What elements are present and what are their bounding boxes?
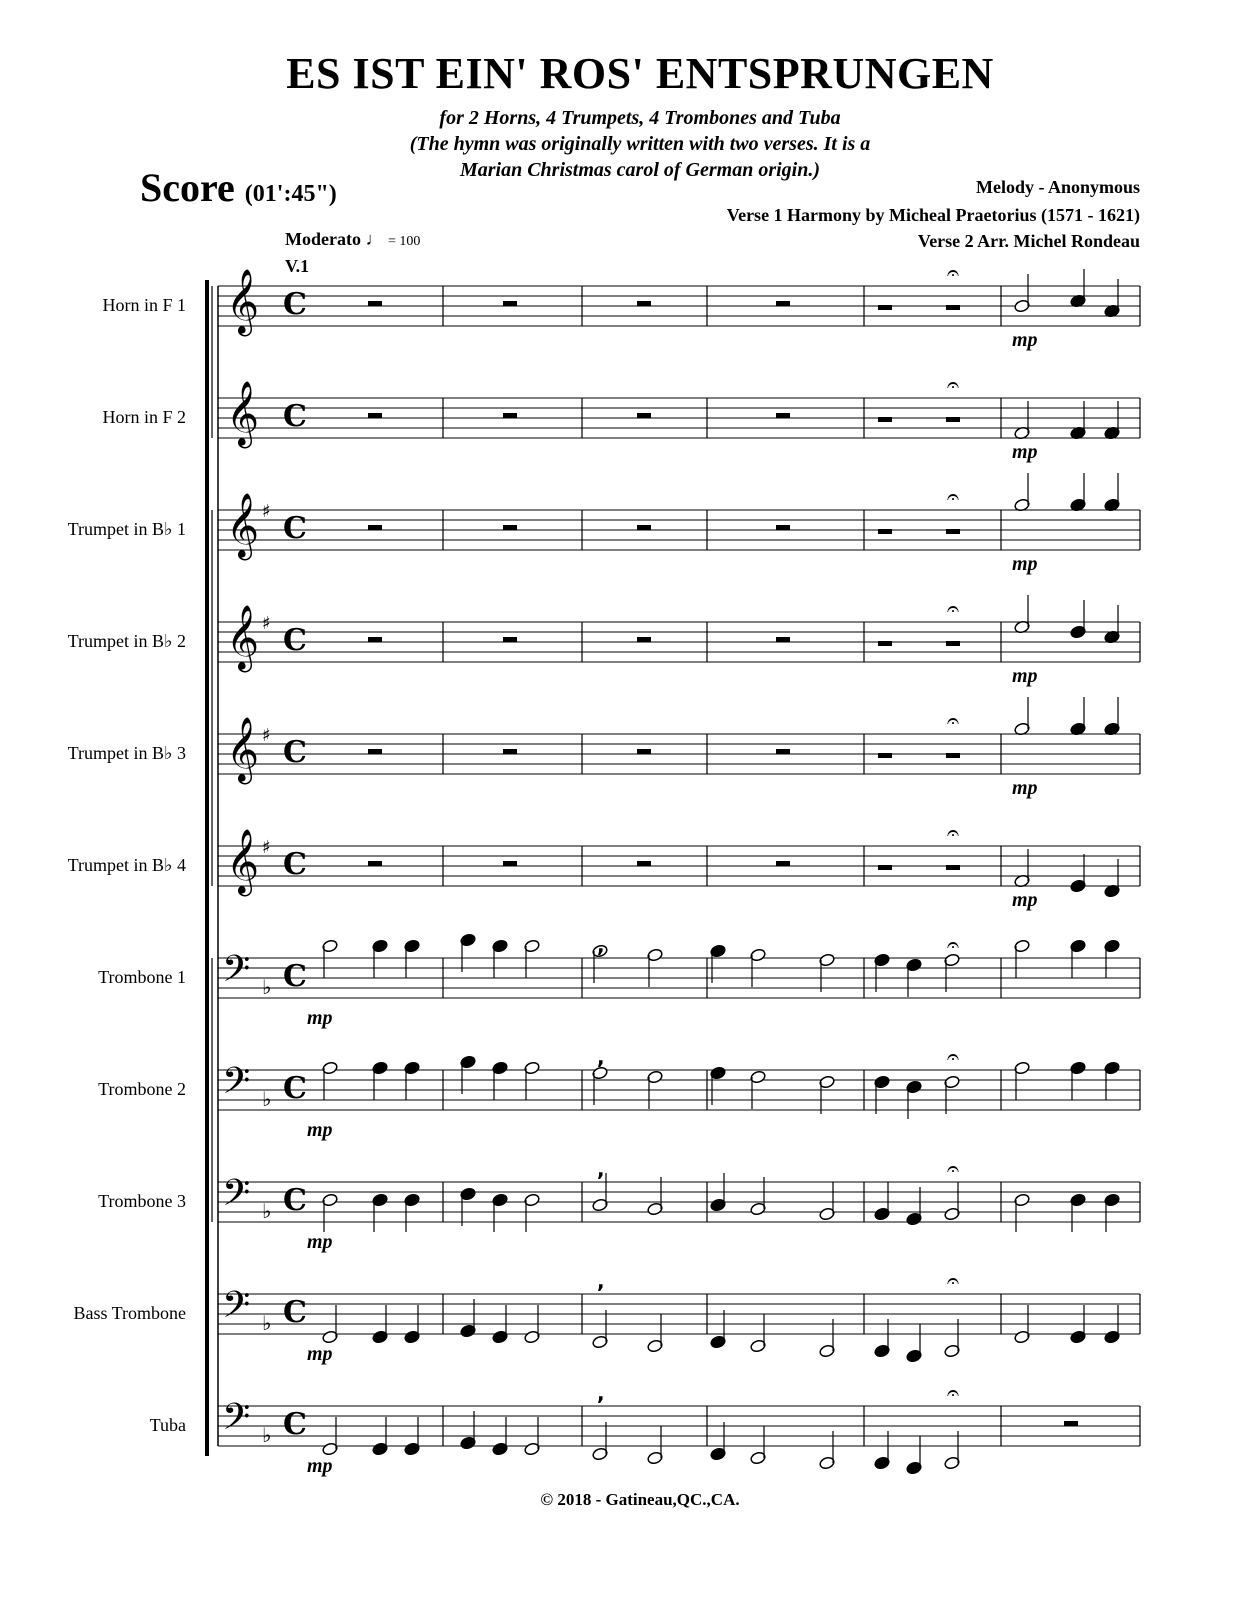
whole-rest: [368, 525, 382, 530]
breath-mark-icon: ,: [597, 1045, 605, 1069]
treble-clef-icon: 𝄞: [226, 829, 260, 894]
bass-clef-icon: 𝄢: [222, 1284, 251, 1335]
breath-mark-icon: ,: [597, 1269, 605, 1293]
bass-clef-icon: 𝄢: [222, 1172, 251, 1223]
key-flat-icon: ♭: [262, 975, 272, 999]
common-time-icon: C: [283, 399, 307, 434]
half-rest: [878, 865, 892, 870]
key-flat-icon: ♭: [262, 1423, 272, 1447]
common-time-icon: C: [283, 735, 307, 770]
fermata-icon: 𝄐: [946, 1045, 960, 1070]
dynamic-mark: mp: [1012, 665, 1038, 687]
staff-2: [218, 373, 1140, 463]
dynamic-mark: mp: [307, 1343, 333, 1365]
fermata-icon: 𝄐: [946, 373, 960, 398]
fermata-icon: 𝄐: [946, 261, 960, 286]
half-rest: [878, 529, 892, 534]
half-rest: [878, 417, 892, 422]
credit-melody: Melody - Anonymous: [975, 177, 1140, 197]
fermata-icon: 𝄐: [946, 1381, 960, 1406]
dynamic-mark: mp: [307, 1455, 333, 1477]
whole-rest: [637, 301, 651, 306]
whole-rest: [776, 301, 790, 306]
key-sharp-icon: ♯: [262, 725, 271, 746]
quarter-note-icon: ♩: [365, 229, 384, 249]
staff-9: [218, 1157, 1140, 1253]
staff-11: [218, 1381, 1140, 1477]
whole-rest: [503, 637, 517, 642]
whole-rest: [503, 301, 517, 306]
whole-rest: [776, 413, 790, 418]
common-time-icon: C: [283, 623, 307, 658]
dynamic-mark: mp: [307, 1231, 333, 1253]
half-rest: [946, 641, 960, 646]
treble-clef-icon: 𝄞: [226, 269, 260, 334]
instrument-name: Trumpet in B♭ 3: [67, 743, 186, 763]
half-rest: [946, 753, 960, 758]
score-title: ES IST EIN' ROS' ENTSPRUNGEN: [286, 49, 994, 98]
instrument-name: Horn in F 2: [102, 407, 186, 427]
whole-rest: [368, 413, 382, 418]
common-time-icon: C: [283, 511, 307, 546]
dynamic-mark: mp: [307, 1119, 333, 1141]
instrument-name: Trombone 1: [98, 967, 186, 987]
fermata-icon: 𝄐: [946, 485, 960, 510]
dynamic-mark: mp: [1012, 553, 1038, 575]
staff-7: [218, 933, 1140, 1029]
common-time-icon: C: [283, 1071, 307, 1106]
key-sharp-icon: ♯: [262, 837, 271, 858]
fermata-icon: 𝄐: [946, 709, 960, 734]
half-rest: [946, 529, 960, 534]
whole-rest: [776, 749, 790, 754]
instrument-name: Trumpet in B♭ 4: [67, 855, 186, 875]
breath-mark-icon: ,: [597, 933, 605, 957]
whole-rest: [637, 525, 651, 530]
bass-clef-icon: 𝄢: [222, 1060, 251, 1111]
whole-rest: [503, 413, 517, 418]
credit-verse2-arranger: Verse 2 Arr. Michel Rondeau: [917, 231, 1140, 251]
staff-8: [218, 1045, 1140, 1141]
whole-rest: [368, 637, 382, 642]
treble-clef-icon: 𝄞: [226, 381, 260, 446]
breath-mark-icon: ,: [597, 1381, 605, 1405]
subtitle-line-1: for 2 Horns, 4 Trumpets, 4 Trombones and Tuba: [439, 107, 841, 129]
whole-rest: [503, 525, 517, 530]
staff-5: [218, 697, 1140, 799]
instrument-name: Trombone 3: [98, 1191, 186, 1211]
subtitle-line-2: (The hymn was originally written with two verses. It is a: [409, 133, 871, 155]
whole-rest: [637, 637, 651, 642]
instrument-name: Trumpet in B♭ 2: [67, 631, 186, 651]
subtitle-line-3: Marian Christmas carol of German origin.): [459, 159, 821, 181]
key-sharp-icon: ♯: [262, 501, 271, 522]
half-rest: [878, 305, 892, 310]
common-time-icon: C: [283, 287, 307, 322]
treble-clef-icon: 𝄞: [226, 717, 260, 782]
half-rest: [946, 865, 960, 870]
whole-rest: [368, 861, 382, 866]
score-duration: (01':45"): [244, 181, 337, 207]
fermata-icon: 𝄐: [946, 597, 960, 622]
key-flat-icon: ♭: [262, 1087, 272, 1111]
common-time-icon: C: [283, 1183, 307, 1218]
instrument-name: Trombone 2: [98, 1079, 186, 1099]
whole-rest: [776, 525, 790, 530]
instrument-name: Trumpet in B♭ 1: [67, 519, 186, 539]
instrument-name: Horn in F 1: [102, 295, 186, 315]
key-flat-icon: ♭: [262, 1311, 272, 1335]
dynamic-mark: mp: [1012, 889, 1038, 911]
whole-rest: [776, 637, 790, 642]
common-time-icon: C: [283, 1295, 307, 1330]
staff-6: [218, 821, 1140, 911]
treble-clef-icon: 𝄞: [226, 493, 260, 558]
breath-mark-icon: ,: [597, 1157, 605, 1181]
whole-rest: [368, 749, 382, 754]
credit-verse1-harmony: Verse 1 Harmony by Micheal Praetorius (1571 - 1621): [726, 205, 1140, 225]
common-time-icon: C: [283, 1407, 307, 1442]
instrument-name: Bass Trombone: [73, 1303, 186, 1323]
bass-clef-icon: 𝄢: [222, 948, 251, 999]
tempo-word: Moderato: [285, 229, 361, 249]
whole-rest: [776, 861, 790, 866]
copyright: © 2018 - Gatineau,QC.,CA.: [540, 1490, 740, 1509]
fermata-icon: 𝄐: [946, 1269, 960, 1294]
half-rest: [946, 305, 960, 310]
staff-1: [218, 261, 1140, 351]
instrument-name: Tuba: [149, 1415, 186, 1435]
staff-3: [218, 473, 1140, 575]
score-label: Score: [140, 165, 235, 210]
fermata-icon: 𝄐: [946, 933, 960, 958]
whole-rest: [637, 861, 651, 866]
dynamic-mark: mp: [307, 1007, 333, 1029]
bass-clef-icon: 𝄢: [222, 1396, 251, 1447]
whole-rest: [503, 749, 517, 754]
whole-rest: [637, 413, 651, 418]
half-rest: [878, 641, 892, 646]
half-rest: [946, 417, 960, 422]
dynamic-mark: mp: [1012, 329, 1038, 351]
dynamic-mark: mp: [1012, 441, 1038, 463]
common-time-icon: C: [283, 959, 307, 994]
half-rest: [878, 753, 892, 758]
treble-clef-icon: 𝄞: [226, 605, 260, 670]
dynamic-mark: mp: [1012, 777, 1038, 799]
fermata-icon: 𝄐: [946, 821, 960, 846]
common-time-icon: C: [283, 847, 307, 882]
whole-rest: [1064, 1421, 1078, 1426]
whole-rest: [368, 301, 382, 306]
staff-10: [218, 1269, 1140, 1365]
staff-4: [218, 595, 1140, 687]
whole-rest: [503, 861, 517, 866]
whole-rest: [637, 749, 651, 754]
key-sharp-icon: ♯: [262, 613, 271, 634]
verse-label: V.1: [285, 256, 310, 276]
key-flat-icon: ♭: [262, 1199, 272, 1223]
tempo-bpm: = 100: [387, 234, 421, 249]
fermata-icon: 𝄐: [946, 1157, 960, 1182]
